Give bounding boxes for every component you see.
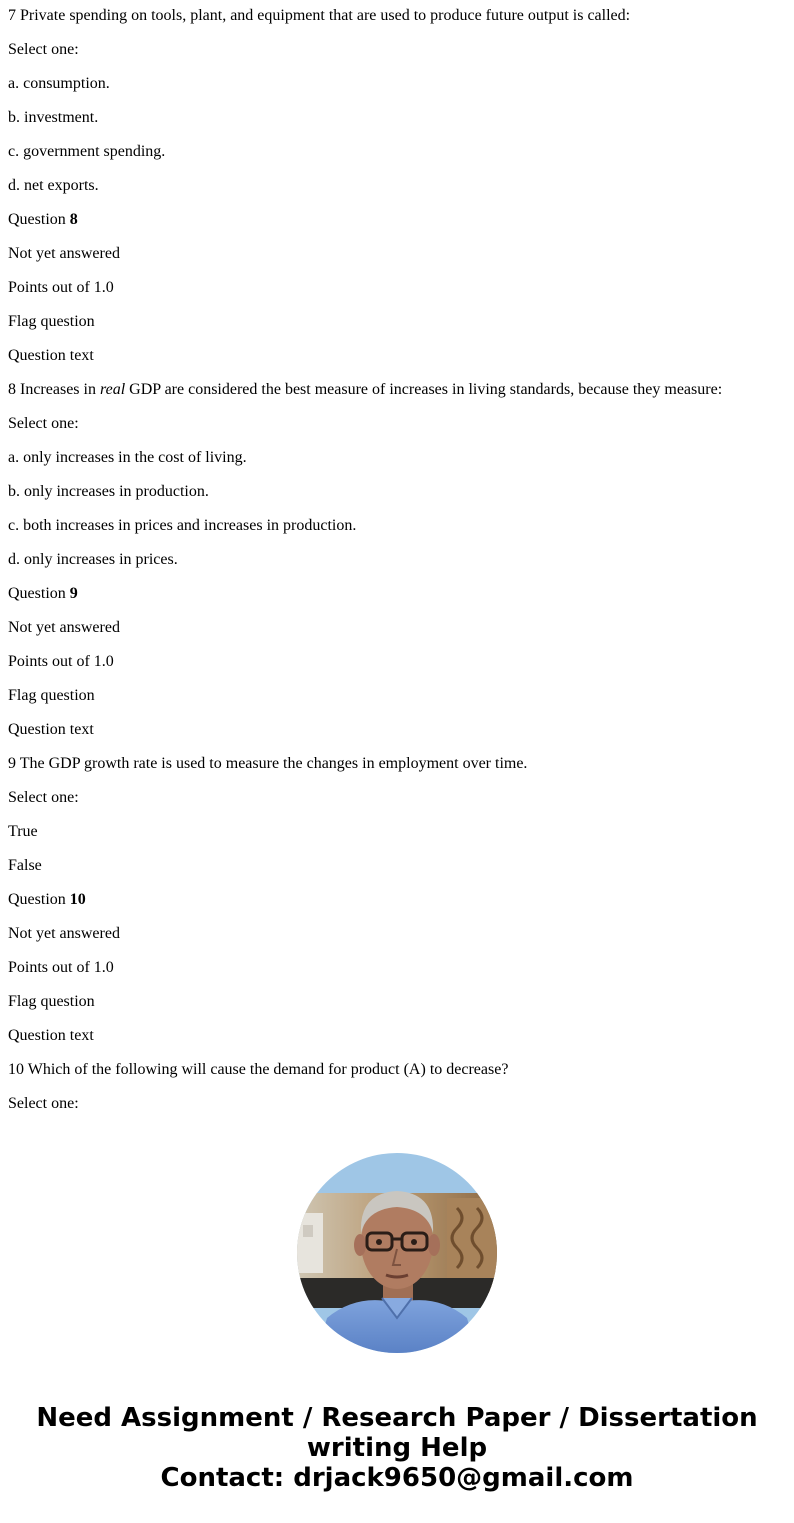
q8-option-b[interactable]: b. only increases in production. — [8, 483, 209, 500]
q8-heading-label: Question — [8, 211, 70, 228]
q8-question-text-label: Question text — [8, 347, 94, 364]
q8-select-one: Select one: — [8, 415, 79, 432]
q8-option-a[interactable]: a. only increases in the cost of living. — [8, 449, 247, 466]
q9-option-false[interactable]: False — [8, 857, 42, 874]
q8-points: Points out of 1.0 — [8, 279, 114, 296]
q10-question-text-label: Question text — [8, 1027, 94, 1044]
q8-heading — [8, 211, 78, 229]
contact-banner-line-2: writing Help — [306, 1433, 488, 1463]
q10-number: 10 — [69, 891, 86, 908]
q10-status: Not yet answered — [8, 925, 120, 942]
q8-text-pre: 8 Increases in — [8, 381, 100, 398]
q10-heading — [8, 891, 86, 909]
q8-option-d[interactable]: d. only increases in prices. — [8, 551, 178, 568]
q10-heading-label: Question — [8, 891, 70, 908]
q8-option-c[interactable]: c. both increases in prices and increases in production. — [8, 517, 357, 534]
contact-banner-line-1: Need Assignment / Research Paper / Dissertation — [36, 1403, 758, 1433]
q7-option-c[interactable]: c. government spending. — [8, 143, 166, 160]
contact-banner — [0, 1403, 794, 1493]
q9-flag-question[interactable]: Flag question — [8, 687, 95, 704]
q8-text-emphasis: real — [99, 381, 126, 398]
q9-heading — [8, 585, 78, 603]
q7-question-text: 7 Private spending on tools, plant, and equipment that are used to produce future output is called: — [8, 7, 631, 24]
q9-question-text-label: Question text — [8, 721, 94, 738]
q7-option-d[interactable]: d. net exports. — [8, 177, 99, 194]
q8-question-text — [8, 381, 722, 399]
q8-flag-question[interactable]: Flag question — [8, 313, 95, 330]
q10-flag-question[interactable]: Flag question — [8, 993, 95, 1010]
q9-number: 9 — [69, 585, 78, 602]
author-photo — [297, 1153, 497, 1353]
q9-status: Not yet answered — [8, 619, 120, 636]
q8-text-post: GDP are considered the best measure of increases in living standards, because they measure: — [125, 381, 723, 398]
q9-points: Points out of 1.0 — [8, 653, 114, 670]
q8-number: 8 — [69, 211, 78, 228]
contact-banner-email-line: Contact: drjack9650@gmail.com — [160, 1463, 634, 1493]
q7-option-a[interactable]: a. consumption. — [8, 75, 110, 92]
q10-select-one: Select one: — [8, 1095, 79, 1112]
q8-status: Not yet answered — [8, 245, 120, 262]
q7-select-one: Select one: — [8, 41, 79, 58]
author-photo-illustration — [297, 1153, 497, 1353]
q7-option-b[interactable]: b. investment. — [8, 109, 99, 126]
q9-heading-label: Question — [8, 585, 70, 602]
q9-option-true[interactable]: True — [8, 823, 38, 840]
q10-question-text: 10 Which of the following will cause the demand for product (A) to decrease? — [8, 1061, 509, 1078]
q9-question-text: 9 The GDP growth rate is used to measure the changes in employment over time. — [8, 755, 528, 772]
q9-select-one: Select one: — [8, 789, 79, 806]
q10-points: Points out of 1.0 — [8, 959, 114, 976]
